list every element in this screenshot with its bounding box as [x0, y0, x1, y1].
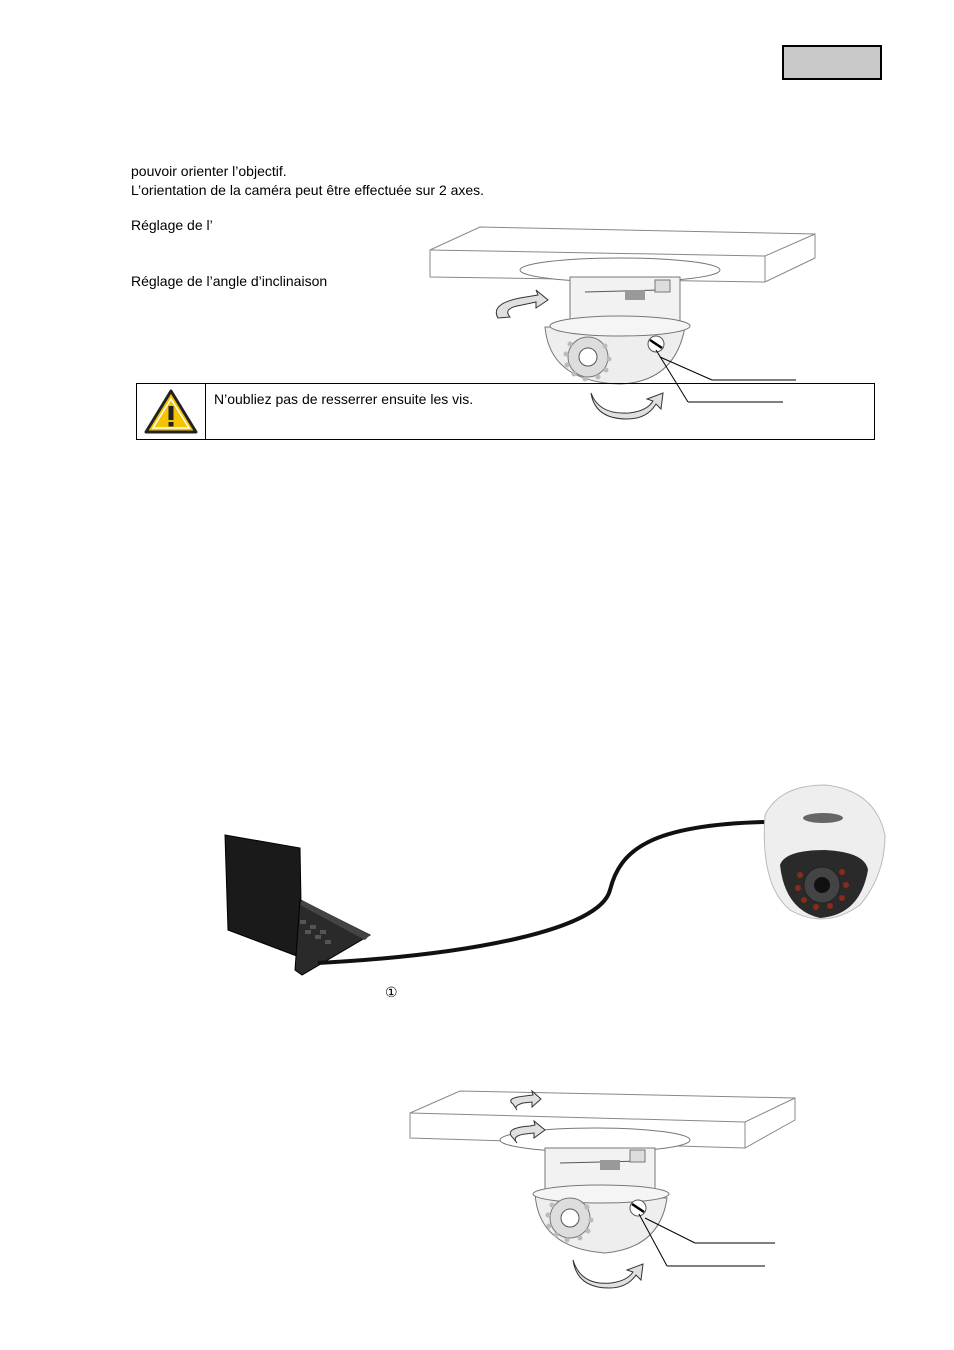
language-tab [782, 45, 882, 80]
warning-triangle-icon [144, 389, 198, 435]
warning-text: N’oubliez pas de resserrer ensuite les vis. [214, 391, 474, 407]
warning-box [136, 383, 875, 440]
text-line-1: pouvoir orienter l’objectif. [131, 163, 287, 179]
text-line-2: L’orientation de la caméra peut être effectuée sur 2 axes. [131, 182, 485, 198]
tilt-arrow-icon [589, 389, 669, 419]
text-line-3: Réglage de l’ [131, 217, 213, 233]
text-line-4: Réglage de l’angle d’inclinaison [131, 273, 328, 289]
laptop-camera-connection-illustration [220, 780, 900, 980]
dome-camera-adjustment-illustration [420, 222, 820, 402]
connection-marker: ① [385, 984, 398, 1000]
warning-icon-cell [137, 384, 206, 439]
dome-camera-mounting-illustration [405, 1088, 800, 1288]
